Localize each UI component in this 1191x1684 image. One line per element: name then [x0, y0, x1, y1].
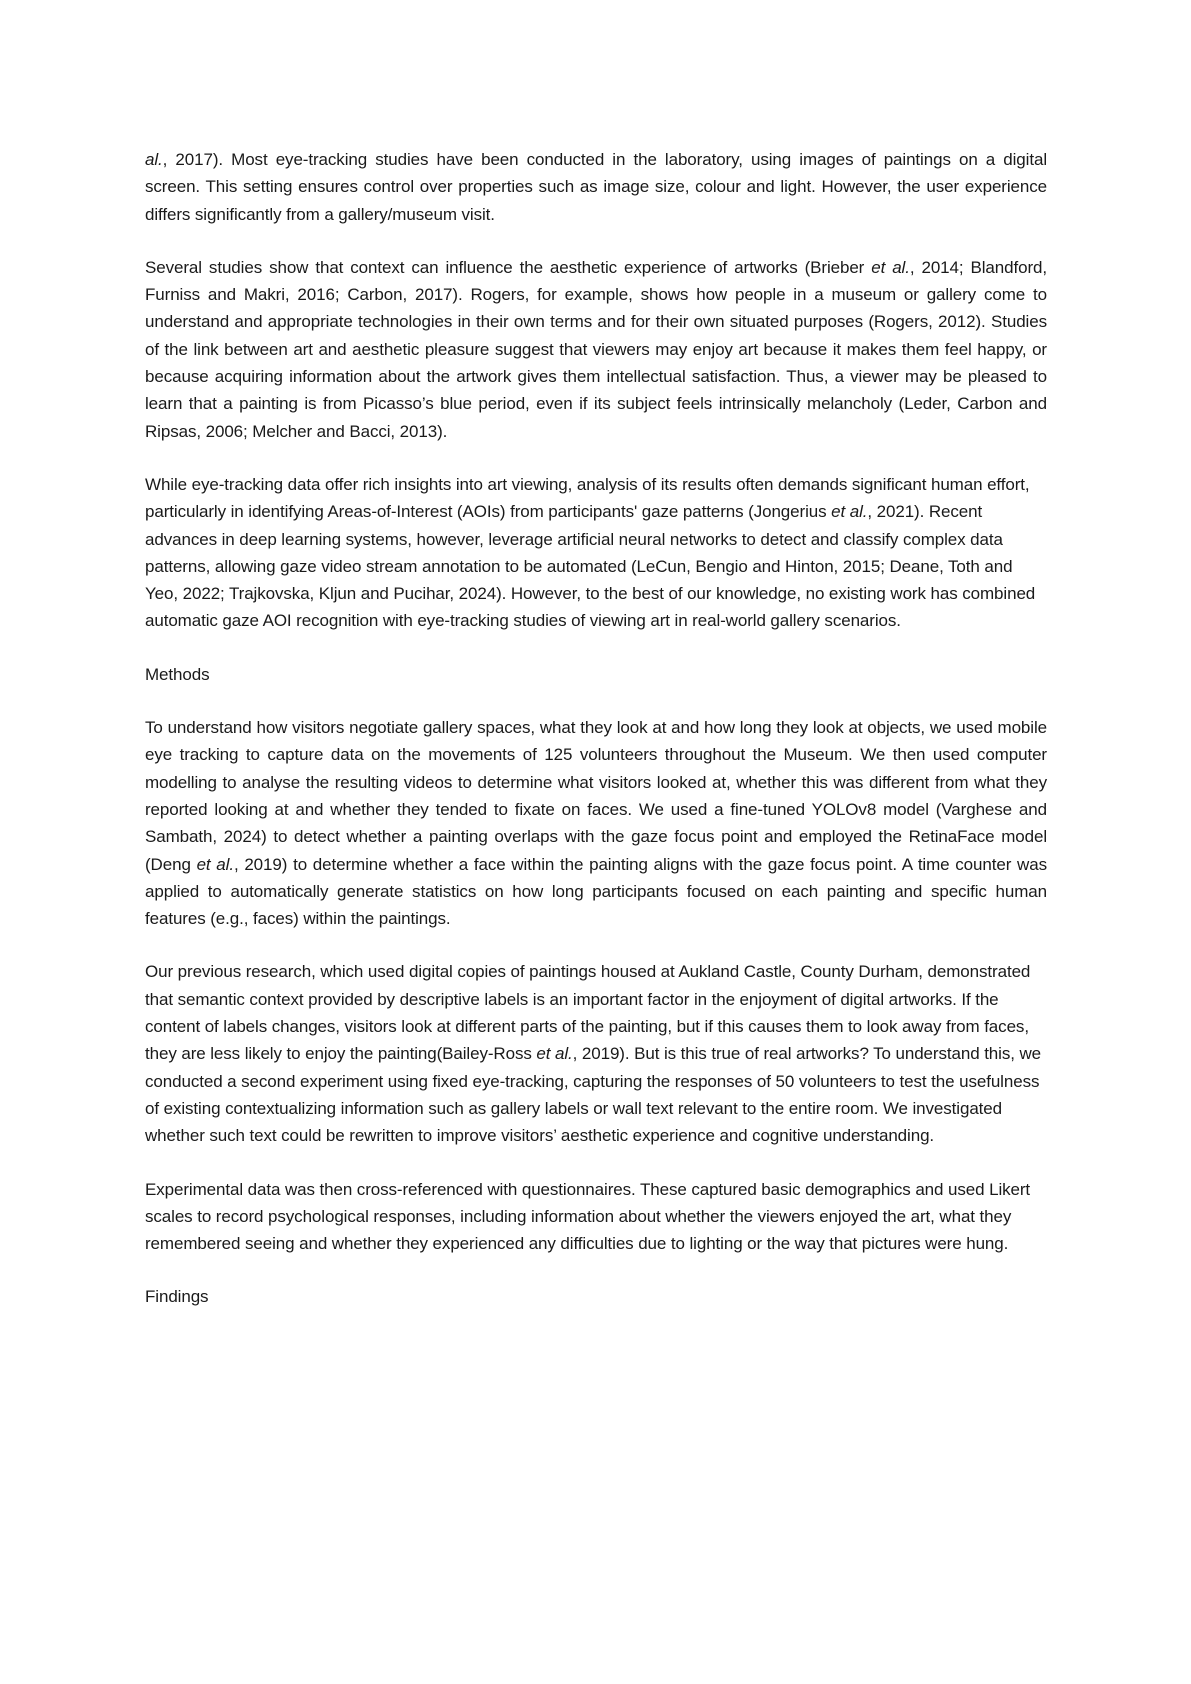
- paragraph-7: [145, 1176, 1047, 1258]
- paragraph-1: [145, 146, 1047, 228]
- text-run: Experimental data was then cross-referenced with questionnaires. These captured basic demographics and used Likert scales to record psychological responses, including information about whether the viewers enjoyed the art, what they remembered seeing and whether they experienced any difficulties due to lighting or the way that pictures were hung.: [145, 1179, 1031, 1254]
- text-run: , 2014; Blandford, Furniss and Makri, 2016; Carbon, 2017). Rogers, for example, shows how people in a museum or gallery come to understand and appropriate technologies in their own terms and for their own situated purposes (Rogers, 2012). Studies of the link between art and aesthetic pleasure suggest that viewers may enjoy art because it makes them feel happy, or because acquiring information about the artwork gives them intellectual satisfaction. Thus, a viewer may be pleased to learn that a painting is from Picasso’s blue period, even if its subject feels intrinsically melancholy (Leder, Carbon and Ripsas, 2006; Melcher and Bacci, 2013).: [145, 257, 1047, 441]
- text-run: , 2021). Recent advances in deep learning systems, however, leverage artificial neural networks to detect and classify complex data patterns, allowing gaze video stream annotation to be automated (LeCun, Bengio and Hinton, 2015; Deane, Toth and Yeo, 2022; Trajkovska, Kljun and Pucihar, 2024). However, to the best of our knowledge, no existing work has combined automatic gaze AOI recognition with eye-tracking studies of viewing art in real-world gallery scenarios.: [145, 502, 1036, 631]
- body-text: [145, 146, 1047, 1337]
- text-run: While eye-tracking data offer rich insights into art viewing, analysis of its results often demands significant human effort, particularly in identifying Areas-of-Interest (AOIs) from participants' gaze patterns (Jongerius: [145, 474, 1030, 522]
- paragraph-6: [145, 958, 1047, 1149]
- paragraph-5: [145, 714, 1047, 932]
- text-run: To understand how visitors negotiate gallery spaces, what they look at and how long they look at objects, we used mobile eye tracking to capture data on the movements of 125 volunteers throughout the Museum. We then used computer modelling to analyse the resulting videos to determine what visitors looked at, whether this was different from what they reported looking at and whether they tended to fixate on faces. We used a fine-tuned YOLOv8 model (Varghese and Sambath, 2024) to detect whether a painting overlaps with the gaze focus point and employed the RetinaFace model (Deng: [145, 718, 1047, 874]
- text-run: , 2019). But is this true of real artworks? To understand this, we conducted a second experiment using fixed eye-tracking, capturing the responses of 50 volunteers to test the usefulness of existing contextualizing information such as gallery labels or wall text relevant to the entire room. We investigated whether such text could be rewritten to improve visitors’ aesthetic experience and cognitive understanding.: [145, 1044, 1042, 1146]
- text-run: Findings: [145, 1287, 209, 1307]
- italic-text: et al.: [871, 257, 910, 277]
- text-run: , 2017). Most eye-tracking studies have been conducted in the laboratory, using images of paintings on a digital screen. This setting ensures control over properties such as image size, colour and light. However, the user experience differs significantly from a gallery/museum visit.: [145, 150, 1047, 224]
- italic-text: et al.: [831, 502, 868, 522]
- text-run: Several studies show that context can influence the aesthetic experience of artworks (Brieber: [145, 257, 872, 277]
- section-heading-findings: [145, 1283, 1047, 1310]
- text-run: Methods: [145, 664, 210, 684]
- paragraph-3: [145, 471, 1047, 635]
- section-heading-methods: [145, 661, 1047, 688]
- italic-text: et al.: [196, 854, 234, 874]
- italic-text: et al.: [536, 1044, 573, 1064]
- paragraph-2: [145, 254, 1047, 445]
- italic-text: al.: [145, 150, 163, 169]
- text-run: , 2019) to determine whether a face within the painting aligns with the gaze focus point. A time counter was applied to automatically generate statistics on how long participants focused on each painting and specific human features (e.g., faces) within the paintings.: [145, 854, 1047, 929]
- text-run: Our previous research, which used digital copies of paintings housed at Aukland Castle, County Durham, demonstrated that semantic context provided by descriptive labels is an important factor in the enjoyment of digital artworks. If the content of labels changes, visitors look at different parts of the painting, but if this causes them to look away from faces, they are less likely to enjoy the painting(Bailey-Ross: [145, 962, 1031, 1064]
